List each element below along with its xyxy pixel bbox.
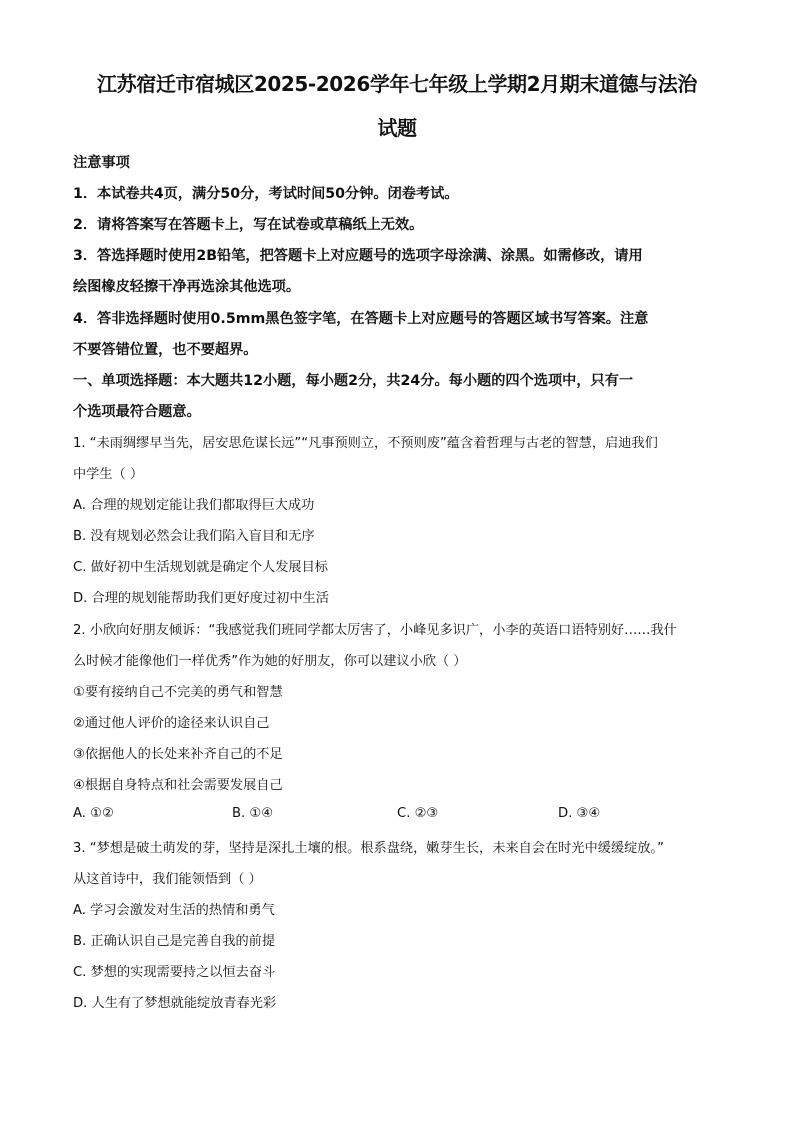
notice-heading: 注意事项 (73, 155, 130, 171)
question-2-choice-a: A. ①② (73, 806, 114, 821)
question-3-stem-continued: 从这首诗中，我们能领悟到（ ） (73, 872, 262, 887)
question-3-option-a: A. 学习会激发对生活的热情和勇气 (73, 903, 275, 918)
question-2-stem-continued: 么时候才能像他们一样优秀”作为她的好朋友，你可以建议小欣（ ） (73, 654, 467, 669)
notice-item: 4．答非选择题时使用0.5mm黑色签字笔，在答题卡上对应题号的答题区域书写答案。注意 (73, 311, 649, 327)
question-3-stem: 3. “梦想是破土萌发的芽，坚持是深扎土壤的根。根系盘绕，嫩芽生长，未来自会在时光中缓缓绽放。” (73, 841, 664, 856)
exam-title: 江苏宿迁市宿城区2025-2026学年七年级上学期2月期末道德与法治 (97, 72, 697, 96)
notice-item: 3．答选择题时使用2B铅笔，把答题卡上对应题号的选项字母涂满、涂黑。如需修改，请用 (73, 248, 643, 264)
question-2-choice-c: C. ②③ (397, 806, 439, 821)
section-heading-continued: 个选项最符合题意。 (73, 404, 201, 420)
question-3-option-d: D. 人生有了梦想就能绽放青春光彩 (73, 996, 277, 1011)
question-2-choice-b: B. ①④ (232, 806, 274, 821)
question-1-option-b: B. 没有规划必然会让我们陷入盲目和无序 (73, 529, 315, 544)
exam-title-continued: 试题 (377, 116, 417, 140)
question-2-item: ②通过他人评价的途径来认识自己 (73, 716, 270, 731)
question-2-choice-d: D. ③④ (558, 806, 601, 821)
question-1-option-c: C. 做好初中生活规划就是确定个人发展目标 (73, 560, 328, 575)
question-3-option-b: B. 正确认识自己是完善自我的前提 (73, 934, 276, 949)
question-2-item: ④根据自身特点和社会需要发展自己 (73, 778, 283, 793)
notice-item: 1．本试卷共4页，满分50分，考试时间50分钟。闭卷考试。 (73, 186, 459, 202)
question-1-option-d: D. 合理的规划能帮助我们更好度过初中生活 (73, 591, 329, 606)
question-2-item: ③依据他人的长处来补齐自己的不足 (73, 747, 283, 762)
notice-item-continued: 不要答错位置，也不要超界。 (73, 342, 258, 358)
question-3-option-c: C. 梦想的实现需要持之以恒去奋斗 (73, 965, 276, 980)
question-1-option-a: A. 合理的规划定能让我们都取得巨大成功 (73, 498, 315, 513)
section-heading: 一、单项选择题：本大题共12小题，每小题2分，共24分。每小题的四个选项中，只有一 (73, 373, 634, 389)
notice-item-continued: 绘图橡皮轻擦干净再选涂其他选项。 (73, 279, 301, 295)
question-1-stem-continued: 中学生（ ） (73, 467, 144, 482)
question-2-stem: 2. 小欣向好朋友倾诉：“我感觉我们班同学都太厉害了，小峰见多识广，小李的英语口语特别好……我什 (73, 623, 677, 638)
question-2-item: ①要有接纳自己不完美的勇气和智慧 (73, 685, 283, 700)
notice-item: 2．请将答案写在答题卡上，写在试卷或草稿纸上无效。 (73, 217, 424, 233)
question-1-stem: 1. “未雨绸缪早当先，居安思危谋长远”“凡事预则立，不预则废”蕴含着哲理与古老的智慧，启迪我们 (73, 436, 658, 451)
